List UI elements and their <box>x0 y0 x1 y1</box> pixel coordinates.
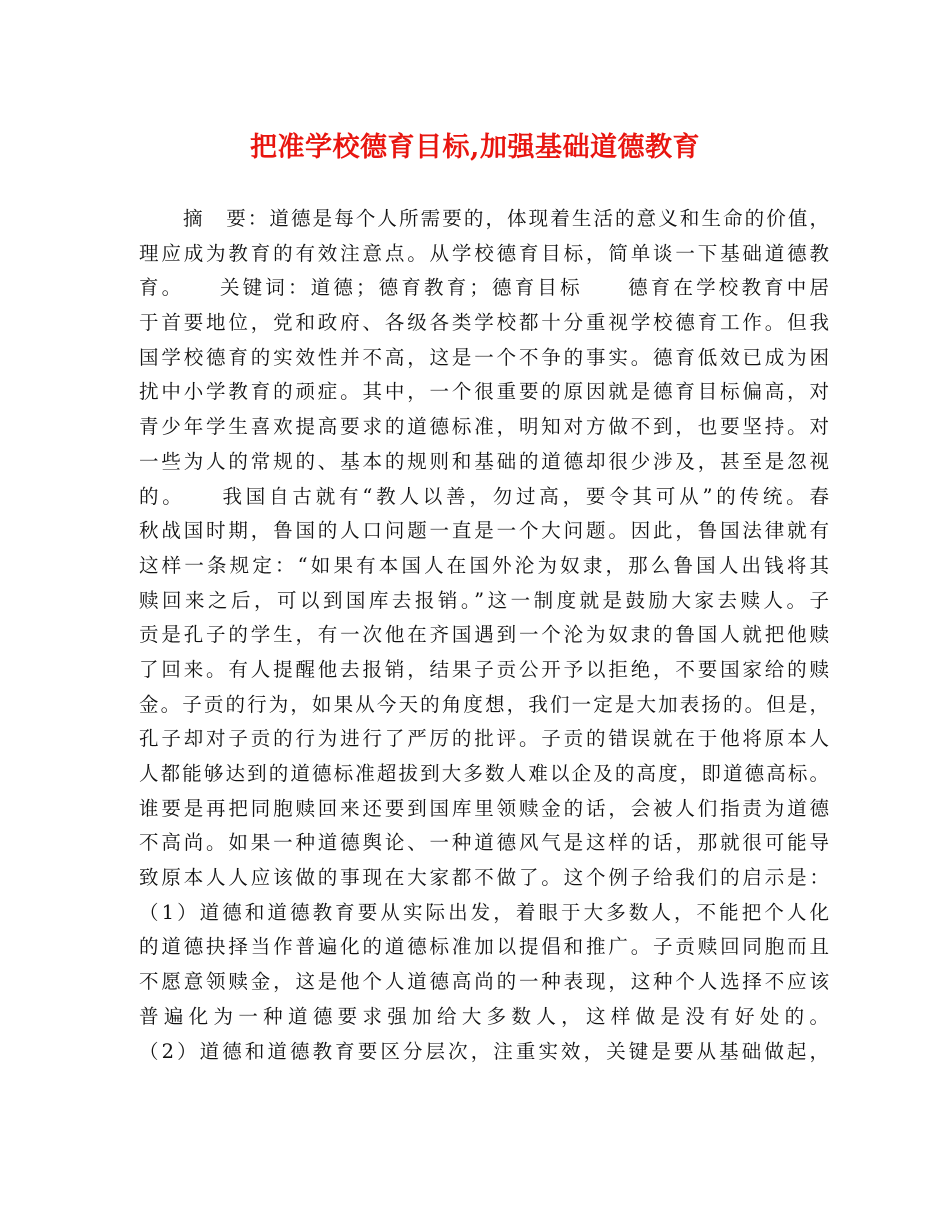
body-line: 理应成为教育的有效注意点。从学校德育目标，简单谈一下基础道德教 <box>139 241 829 265</box>
body-line: 不高尚。如果一种道德舆论、一种道德风气是这样的话，那就很可能导 <box>139 831 829 855</box>
body-line: 了回来。有人提醒他去报销，结果子贡公开予以拒绝，不要国家给的赎 <box>139 657 829 681</box>
body-line: 谁要是再把同胞赎回来还要到国库里领赎金的话，会被人们指责为道德 <box>139 796 829 820</box>
body-line: 青少年学生喜欢提高要求的道德标准，明知对方做不到，也要坚持。对 <box>139 415 829 439</box>
body-line: 普遍化为一种道德要求强加给大多数人，这样做是没有好处的。 <box>139 1004 829 1028</box>
body-line: 育。 关键词：道德；德育教育；德育目标 德育在学校教育中居 <box>139 276 829 300</box>
document-title: 把准学校德育目标,加强基础道德教育 <box>250 132 700 163</box>
body-line: 这样一条规定：“如果有本国人在国外沦为奴隶，那么鲁国人出钱将其 <box>139 553 829 577</box>
body-line: 孔子却对子贡的行为进行了严厉的批评。子贡的错误就在于他将原本人 <box>139 727 829 751</box>
body-line: （1）道德和道德教育要从实际出发，着眼于大多数人，不能把个人化 <box>139 900 829 924</box>
body-line: 人都能够达到的道德标准超拔到大多数人难以企及的高度，即道德高标。 <box>139 762 829 785</box>
body-line: 致原本人人应该做的事现在大家都不做了。这个例子给我们的启示是： <box>139 866 829 890</box>
document-body <box>139 202 829 1069</box>
body-line: 不愿意领赎金，这是他个人道德高尚的一种表现，这种个人选择不应该 <box>139 970 829 994</box>
body-line: 国学校德育的实效性并不高，这是一个不争的事实。德育低效已成为困 <box>139 345 829 369</box>
body-line: 扰中小学教育的顽症。其中，一个很重要的原因就是德育目标偏高，对 <box>139 380 829 404</box>
body-line: 的道德抉择当作普遍化的道德标准加以提倡和推广。子贡赎回同胞而且 <box>139 935 829 959</box>
body-line: 摘 要：道德是每个人所需要的，体现着生活的意义和生命的价值， <box>183 207 829 230</box>
body-line: 赎回来之后，可以到国库去报销。”这一制度就是鼓励大家去赎人。子 <box>139 588 829 612</box>
body-line: 金。子贡的行为，如果从今天的角度想，我们一定是大加表扬的。但是， <box>139 692 829 716</box>
body-line: 于首要地位，党和政府、各级各类学校都十分重视学校德育工作。但我 <box>139 311 829 335</box>
body-line: 的。 我国自古就有“教人以善，勿过高，要令其可从”的传统。春 <box>139 484 829 508</box>
body-line: 贡是孔子的学生，有一次他在齐国遇到一个沦为奴隶的鲁国人就把他赎 <box>139 623 829 647</box>
body-line: 秋战国时期，鲁国的人口问题一直是一个大问题。因此，鲁国法律就有 <box>139 519 829 543</box>
body-line: 一些为人的常规的、基本的规则和基础的道德却很少涉及，甚至是忽视 <box>139 449 829 473</box>
body-line: （2）道德和道德教育要区分层次，注重实效，关键是要从基础做起， <box>139 1039 829 1063</box>
